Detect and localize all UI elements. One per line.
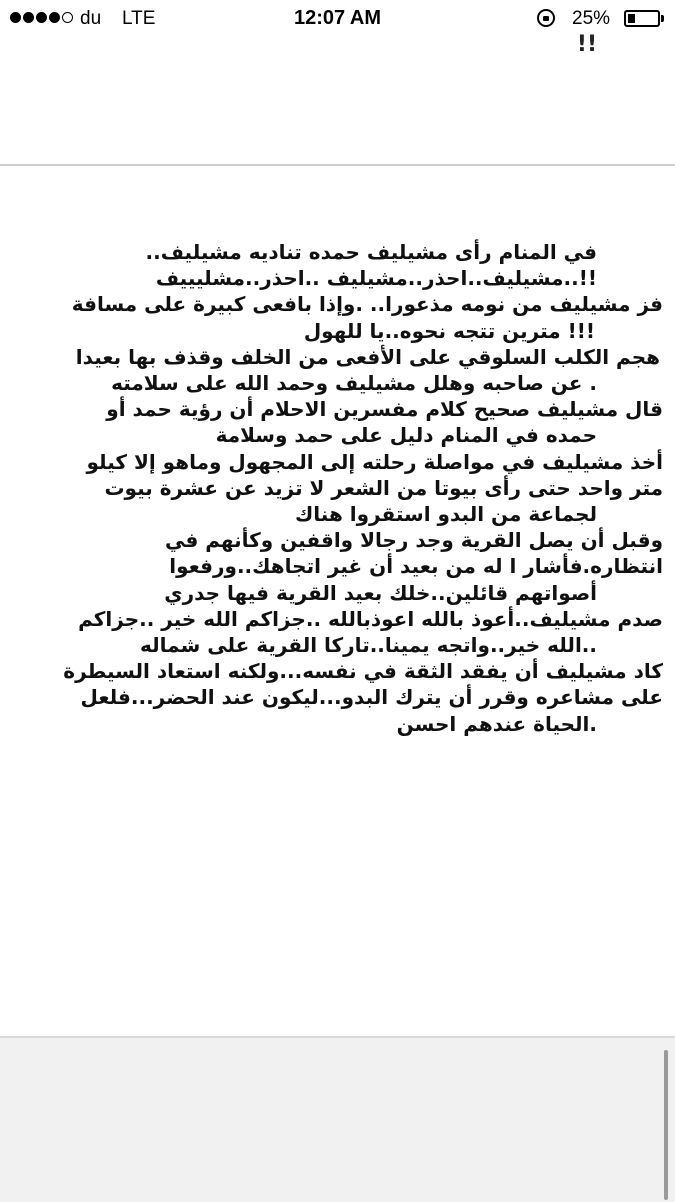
- story-line: !!! مترين تتجه نحوه..يا للهول: [303, 318, 595, 343]
- story-line: هجم الكلب السلوقي على الأفعى من الخلف وقذف بها بعيدا: [75, 344, 660, 369]
- story-line: كاد مشيليف أن يفقد الثقة في نفسه...ولكنه استعاد السيطرة: [63, 659, 663, 684]
- story-line: أصواتهم قائلين..خلك بعيد القرية فيها جدري: [164, 580, 597, 605]
- clock: 12:07 AM: [293, 7, 382, 29]
- scrollbar[interactable]: [664, 1050, 668, 1200]
- story-line: .الحياة عندهم احسن: [396, 711, 597, 736]
- battery-tip: [661, 15, 664, 22]
- story-line: في المنام رأى مشيليف حمده تناديه مشيليف..: [145, 240, 597, 264]
- battery-fill: [628, 14, 635, 23]
- story-line: أخذ مشيليف في مواصلة رحلته إلى المجهول وماهو إلا كيلو: [86, 449, 663, 474]
- status-bar: [0, 0, 675, 38]
- previous-image-panel: [0, 32, 675, 166]
- story-line: فز مشيليف من نومه مذعورا.. .وإذا بافعى كبيرة على مسافة: [71, 292, 663, 317]
- story-line: على مشاعره وقرر أن يترك البدو...ليكون عند الحضر...فلعل: [80, 685, 663, 710]
- story-line: صدم مشيليف..أعوذ بالله اعوذبالله ..جزاكم الله خير ..جزاكم: [78, 606, 663, 631]
- story-line: !!..مشيليف..احذر..مشيليف ..احذر..مشليييف: [155, 266, 597, 291]
- battery-percent: 25%: [572, 8, 611, 29]
- story-line: . عن صاحبه وهلل مشيليف وحمد الله على سلامته: [111, 371, 597, 395]
- network-type: LTE: [122, 8, 156, 29]
- story-line: حمده في المنام دليل على حمد وسلامة: [215, 423, 597, 448]
- bottom-area: [0, 1036, 675, 1202]
- story-line: قال مشيليف صحيح كلام مفسرين الاحلام أن رؤية حمد أو: [106, 397, 663, 422]
- story-line: لجماعة من البدو استقروا هناك: [294, 502, 597, 526]
- story-line: انتظاره.فأشار ا له من بعيد أن غير اتجاهك..ورفعوا: [169, 554, 663, 579]
- cut-off-text: !!: [576, 32, 597, 57]
- story-line: متر واحد حتى رأى بيوتا من الشعر لا تزيد عن عشرة بيوت: [104, 475, 663, 500]
- battery-icon: [624, 10, 660, 27]
- story-line: ..الله خير..واتجه يمينا..تاركا القرية على شماله: [140, 633, 597, 657]
- orientation-lock-icon: [537, 9, 555, 27]
- carrier-label: du: [80, 8, 102, 29]
- story-line: وقبل أن يصل القرية وجد رجالا واقفين وكأنهم في: [164, 528, 663, 553]
